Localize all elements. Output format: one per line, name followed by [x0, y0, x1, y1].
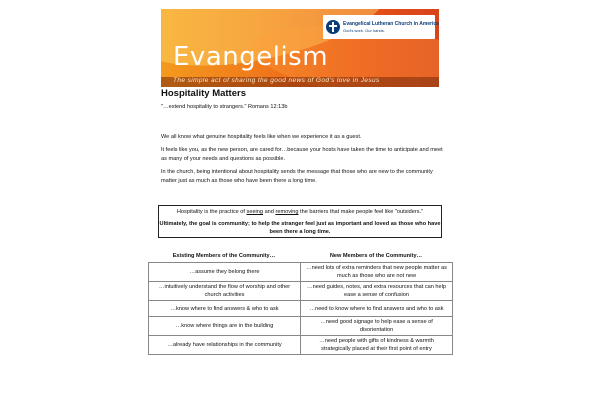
column-header-existing: Existing Members of the Community… — [172, 253, 276, 259]
callout-goal: Ultimately, the goal is community; to help the stranger feel just as important and loved as those who have been there a long time. — [159, 220, 441, 235]
paragraph: We all know what genuine hospitality feels like when we experience it as a guest. — [161, 134, 362, 140]
table-row — [149, 263, 453, 282]
table-cell: …assume they belong there — [149, 263, 301, 282]
table-cell: …need to know where to find answers and who to ask — [301, 301, 453, 317]
banner-tagline: The simple act of sharing the good news of God's love in Jesus — [173, 77, 380, 84]
table-row — [149, 336, 453, 355]
table-cell: …need people with gifts of kindness & warmth strategically placed at their first point of entry — [301, 336, 453, 355]
table-row — [149, 317, 453, 336]
hospitality-callout — [158, 205, 442, 238]
elca-logo — [323, 15, 439, 39]
callout-definition: Hospitality is the practice of seeing and removing the barriers that make people feel like "outsiders." — [176, 209, 424, 215]
table-cell: …know where things are in the building — [149, 317, 301, 336]
table-row — [149, 282, 453, 301]
table-cell: …need good signage to help ease a sense of disorientation — [301, 317, 453, 336]
table-cell: …know where to find answers & who to ask — [149, 301, 301, 317]
evangelism-banner — [161, 9, 439, 87]
table-row — [149, 301, 453, 317]
cross-icon — [326, 20, 340, 34]
paragraph: It feels like you, as the new person, are cared for…because your hosts have taken the time to anticipate and meet as many of your needs and questions as possible. — [161, 147, 443, 162]
banner-title: Evangelism — [173, 42, 329, 72]
table-cell: …already have relationships in the community — [149, 336, 301, 355]
table-cell: …need guides, notes, and extra resources that can help ease a sense of confusion — [301, 282, 453, 301]
scripture-quote: "…extend hospitality to strangers." Romans 12:13b — [161, 104, 288, 110]
column-header-new: New Members of the Community… — [329, 253, 423, 259]
banner-tagline-strip — [161, 77, 439, 87]
paragraph: In the church, being intentional about hospitality sends the message that those who are new to the community matter just as much as those who have been there a long time. — [161, 169, 433, 184]
org-tagline: God's work. Our hands. — [343, 27, 385, 33]
table-cell: …intuitively understand the flow of worship and other church activities — [149, 282, 301, 301]
underlined-seeing: seeing — [246, 209, 264, 215]
org-name: Evangelical Lutheran Church in America — [343, 20, 439, 27]
underlined-removing: removing — [275, 209, 299, 215]
comparison-table — [148, 262, 453, 355]
page-heading: Hospitality Matters — [161, 88, 246, 99]
table-cell: …need lots of extra reminders that new people matter as much as those who are not new — [301, 263, 453, 282]
